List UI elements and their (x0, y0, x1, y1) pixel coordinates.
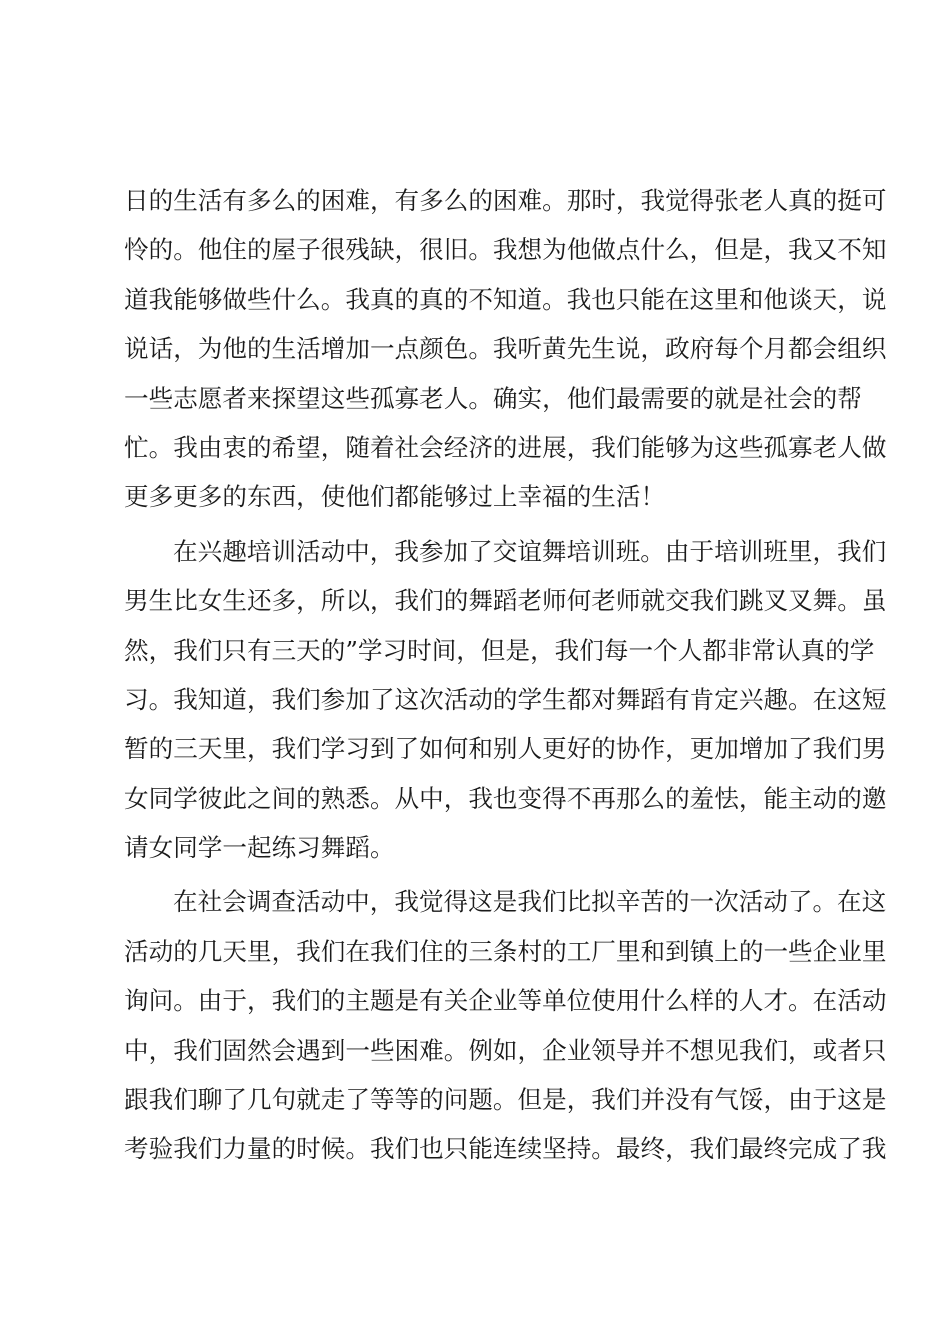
text-line: 考验我们力量的时候。我们也只能连续坚持。最终，我们最终完成了我 (124, 1134, 887, 1164)
text-line: 然，我们只有三天的”学习时间，但是，我们每一个人都非常认真的学 (124, 635, 875, 665)
text-line: 忙。我由衷的希望，随着社会经济的进展，我们能够为这些孤寡老人做 (124, 432, 887, 462)
text-line: 更多更多的东西，使他们都能够过上幸福的生活！ (124, 482, 666, 512)
text-line: 女同学彼此之间的熟悉。从中，我也变得不再那么的羞怯，能主动的邀 (124, 783, 887, 813)
paragraph-3 (124, 877, 887, 1173)
document-body (124, 176, 887, 1174)
paragraph-1 (124, 176, 887, 522)
text-line: 习。我知道，我们参加了这次活动的学生都对舞蹈有肯定兴趣。在这短 (124, 684, 887, 714)
text-line: 请女同学一起练习舞蹈。 (124, 833, 395, 863)
text-line: 活动的几天里，我们在我们住的三条村的工厂里和到镇上的一些企业里 (124, 936, 887, 966)
text-line: 在社会调查活动中，我觉得这是我们比拟辛苦的一次活动了。在这 (173, 887, 887, 917)
text-line: 说话，为他的生活增加一点颜色。我听黄先生说，政府每个月都会组织 (124, 334, 887, 364)
text-line: 中，我们固然会遇到一些困难。例如，企业领导并不想见我们，或者只 (124, 1035, 887, 1065)
text-line: 一些志愿者来探望这些孤寡老人。确实，他们最需要的就是社会的帮 (124, 383, 862, 413)
text-line: 暂的三天里，我们学习到了如何和别人更好的协作，更加增加了我们男 (124, 734, 887, 764)
text-line: 怜的。他住的屋子很残缺，很旧。我想为他做点什么，但是，我又不知 (124, 235, 887, 265)
text-line: 询问。由于，我们的主题是有关企业等单位使用什么样的人才。在活动 (124, 986, 887, 1016)
text-line: 道我能够做些什么。我真的真的不知道。我也只能在这里和他谈天，说 (124, 284, 887, 314)
text-line: 日的生活有多么的困难，有多么的困难。那时，我觉得张老人真的挺可 (124, 186, 887, 215)
text-line: 男生比女生还多，所以，我们的舞蹈老师何老师就交我们跳叉叉舞。虽 (124, 586, 887, 616)
text-line: 跟我们聊了几句就走了等等的问题。但是，我们并没有气馁，由于这是 (124, 1085, 887, 1115)
text-line: 在兴趣培训活动中，我参加了交谊舞培训班。由于培训班里，我们 (173, 536, 887, 566)
paragraph-2 (124, 527, 887, 873)
